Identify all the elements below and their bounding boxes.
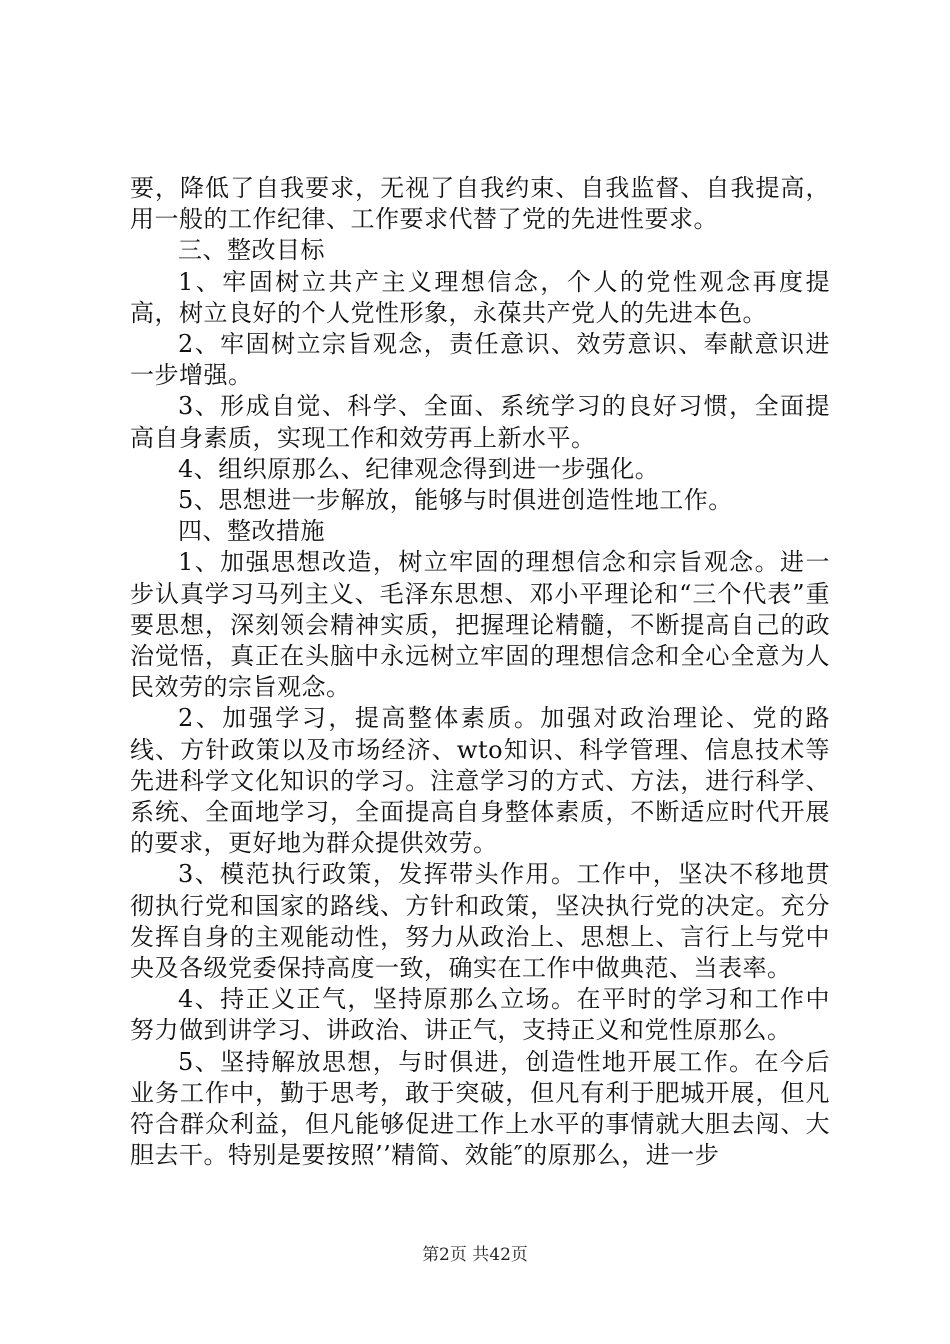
measure-item-1: 1、加强思想改造，树立牢固的理想信念和宗旨观念。进一步认真学习马列主义、毛泽东思想、邓小平理论和“三个代表”重要思想，深刻领会精神实质，把握理论精髓，不断提高自己的政治觉悟，真正在头脑中永远树立牢固的理想信念和全心全意为人民效劳的宗旨观念。 [130,548,830,702]
measure-item-2: 2、加强学习，提高整体素质。加强对政治理论、党的路线、方针政策以及市场经济、wto知识、科学管理、信息技术等先进科学文化知识的学习。注意学习的方式、方法，进行科学、系统、全面地学习，全面提高自身整体素质，不断适应时代开展的要求，更好地为群众提供效劳。 [130,704,830,858]
paragraph-1: 要，降低了自我要求，无视了自我约束、自我监督、自我提高，用一般的工作纪律、工作要求代替了党的先进性要求。 [130,174,830,234]
document-body [130,173,830,1172]
measure-item-3: 3、模范执行政策，发挥带头作用。工作中，坚决不移地贯彻执行党和国家的路线、方针和政策，坚决执行党的决定。充分发挥自身的主观能动性，努力从政治上、思想上、言行上与党中央及各级党委保持高度一致，确实在工作中做典范、当表率。 [130,860,830,983]
goal-item-1: 1、牢固树立共产主义理想信念，个人的党性观念再度提高，树立良好的个人党性形象，永葆共产党人的先进本色。 [130,267,830,327]
goal-item-5: 5、思想进一步解放，能够与时俱进创造性地工作。 [178,486,733,515]
section-heading-measures: 四、整改措施 [178,517,325,546]
measure-item-5: 5、坚持解放思想，与时俱进，创造性地开展工作。在今后业务工作中，勤于思考，敢于突破，但凡有利于肥城开展，但凡符合群众利益，但凡能够促进工作上水平的事情就大胆去闯、大胆去干。特别是要按照’’精简、效能″的原那么，进一步 [130,1047,830,1170]
measure-item-4: 4、持正义正气，坚持原那么立场。在平时的学习和工作中努力做到讲学习、讲政治、讲正气，支持正义和党性原那么。 [130,985,830,1045]
page-number-label: 第2页 共42页 [422,1245,528,1265]
goal-item-2: 2、牢固树立宗旨观念，责任意识、效劳意识、奉献意识进一步增强。 [130,330,830,390]
section-heading-goals: 三、整改目标 [178,236,325,265]
goal-item-4: 4、组织原那么、纪律观念得到进一步强化。 [178,454,660,483]
goal-item-3: 3、形成自觉、科学、全面、系统学习的良好习惯，全面提高自身素质，实现工作和效劳再上新水平。 [130,392,830,452]
page-footer [0,1240,950,1265]
